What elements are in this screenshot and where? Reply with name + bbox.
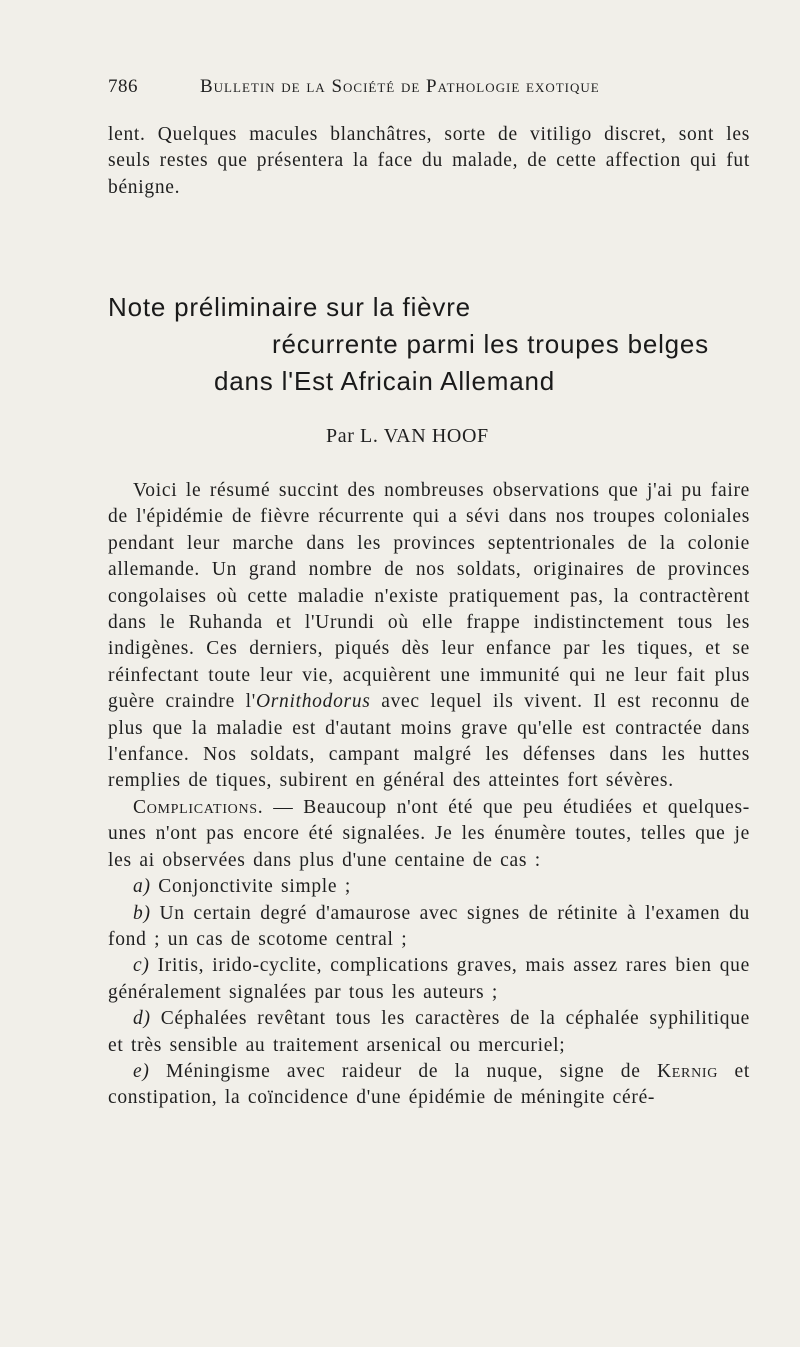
article-body [108,478,750,1112]
intro-paragraph: lent. Quelques macules blanchâtres, sorte de vitiligo discret, sont les seuls restes que présentera la face du malade, de cette affection qui fut bénigne. [108,124,750,198]
list-item [108,953,750,1006]
article-author: Par L. VAN HOOF [326,425,489,447]
article-title-line-2: récurrente parmi les troupes belges [272,329,709,359]
intro-block [108,122,750,201]
complications-heading: Complications. [133,796,264,818]
article-title-line-3: dans l'Est Africain Allemand [214,366,555,396]
list-item-text: Iritis, irido-cyclite, complications graves, mais assez rares bien que généralement signalées par tous les auteurs ; [108,955,750,1003]
list-item-text: et constipation, la coïncidence d'une épidémie de méningite céré- [108,1060,750,1109]
list-marker: c) [133,955,150,977]
italic-term: Ornithodorus [255,691,371,713]
article-title-line-1: Note préliminaire sur la fièvre [108,292,471,322]
list-item-text: Céphalées revêtant tous les caractères de la céphalée syphilitique et très sensible au traitement arsenical ou mercuriel; [108,1008,750,1056]
paragraph-text: avec lequel ils vivent. Il est reconnu de plus que la maladie est d'autant moins grave qu'elle est contractée dans l'enfance. Nos soldats, campant malgré les défenses dans les huttes remplies de tiques, subirent en général des atteintes fort sévères. [108,691,750,792]
complications-list [108,874,750,1112]
list-marker: e) [133,1060,150,1082]
paragraph-complications [108,795,750,874]
list-marker: a) [133,876,151,898]
list-item [108,901,750,954]
list-marker: d) [133,1008,151,1030]
list-item-text: Méningisme avec raideur de la nuque, signe de [149,1060,658,1082]
list-item [108,1006,750,1059]
list-item-text: Un certain degré d'amaurose avec signes de rétinite à l'examen du fond ; un cas de scotome central ; [108,902,750,950]
list-marker: b) [133,902,151,924]
paragraph-text: — Beaucoup n'ont été que peu étudiées et quelques-unes n'ont pas encore été signalées. Je les énumère toutes, telles que je les ai observées dans plus d'une centaine de cas : [108,796,750,871]
page-number: 786 [108,76,138,97]
list-item-text: Conjonctivite simple ; [150,876,351,898]
running-head: Bulletin de la Société de Pathologie exotique [200,76,600,97]
paragraph-text: Voici le résumé succint des nombreuses observations que j'ai pu faire de l'épidémie de fièvre récurrente qui a sévi dans nos troupes coloniales pendant leur marche dans les provinces septentrionales de la colonie allemande. Un grand nombre de nos soldats, originaires de provinces congolaises où cette maladie n'existe pratiquement pas, la contractèrent dans le Ruhanda et l'Urundi où elle frappe indistinctement tous les indigènes. Ces derniers, piqués dès leur enfance par les tiques, et se réinfectant toute leur vie, acquièrent une immunité qui ne leur fait plus guère craindre l' [108,480,750,713]
list-item [108,1059,750,1112]
eponym-name: Kernig [657,1060,719,1082]
list-item [108,874,750,900]
paragraph-intro [108,478,750,795]
